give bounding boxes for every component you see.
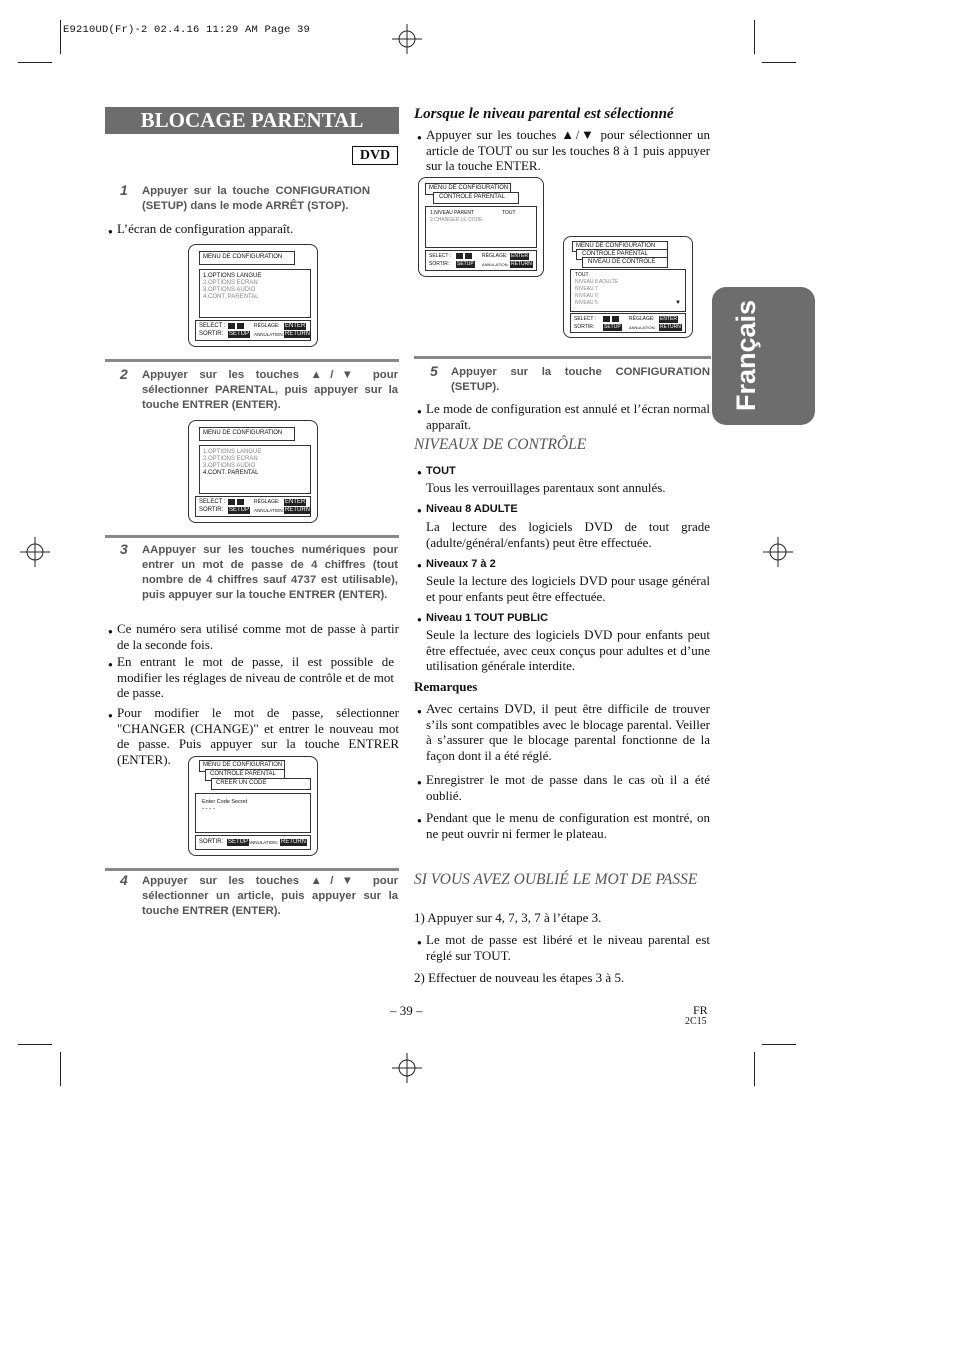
level-name: ● TOUT: [426, 465, 456, 477]
remark-item: ● Avec certains DVD, il peut être difficile de trouver s’ils sont compatibles avec le blocage parental. Veiller à s’assurer que le blocage parental fonctionne de la façon dont il a été réglé.: [426, 701, 710, 763]
level-desc: La lecture des logiciels DVD de tout grade (adulte/général/enfants) peut être effectuée.: [426, 519, 710, 550]
level-name: ● Niveau 1 TOUT PUBLIC: [426, 612, 548, 624]
level-desc: Seule la lecture des logiciels DVD pour usage général et pour enfants peut être effectuée.: [426, 573, 710, 604]
divider: [105, 359, 399, 362]
setup-screen: MENU DE CONFIGURATION CONTROLE PARENTAL 1.NIVEAU PARENT TOUT 2.CHANGER LE CODE SELECT : RÉGLAGE: ENTER SORTIR: SETUP ANNULATION: RETURN: [418, 177, 544, 277]
crop-mark: [762, 1044, 796, 1045]
section-heading: SI VOUS AVEZ OUBLIÉ LE MOT DE PASSE: [414, 871, 698, 888]
crop-mark: [60, 1052, 61, 1086]
scroll-down-icon: ▼: [675, 300, 681, 306]
setup-screen: MENU DE CONFIGURATION 1.OPTIONS LANGUE 2.OPTIONS ECRAN 3.OPTIONS AUDIO 4.CONT. PARENTAL SELECT : RÉGLAGE: ENTER SORTIR: SETUP ANNULATION: RETURN: [188, 244, 318, 347]
print-header: E9210UD(Fr)-2 02.4.16 11:29 AM Page 39: [63, 24, 311, 36]
crop-mark: [762, 62, 796, 63]
crop-mark: [60, 20, 61, 54]
step-bullet: ● Pour modifier le mot de passe, sélectionner "CHANGER (CHANGE)" et entrer le nouveau mot de passe. Puis appuyer sur la touche ENTRER (ENTER).: [117, 705, 399, 767]
divider: [105, 868, 399, 871]
level-name: ● Niveaux 7 à 2: [426, 558, 496, 570]
level-desc: Tous les verrouillages parentaux sont annulés.: [426, 480, 666, 495]
crop-mark: [754, 20, 755, 54]
step-text: Appuyer sur la touche CONFIGURATION (SETUP) dans le mode ARRÊT (STOP).: [142, 185, 370, 212]
step-bullet: ● Ce numéro sera utilisé comme mot de passe à partir de la seconde fois.: [117, 621, 399, 652]
setup-screen: MENU DE CONFIGURATION CONTROLE PARENTAL CREER UN CODE Enter Code Secret - - - - SORTIR: SETUP ANNULATION: RETURN: [188, 756, 318, 856]
step-text: Appuyer sur les touches ▲/▼ pour sélectionner un article, puis appuyer sur la touche ENTRER (ENTER).: [142, 875, 398, 917]
section-heading: NIVEAUX DE CONTRÔLE: [414, 436, 587, 453]
remarks-title: Remarques: [414, 679, 478, 694]
language-tab-label: Français: [731, 299, 761, 411]
forgot-step: 2) Effectuer de nouveau les étapes 3 à 5.: [414, 970, 625, 985]
step-number: 3: [120, 541, 128, 557]
level-name: ● Niveau 8 ADULTE: [426, 503, 518, 515]
crop-mark: [18, 1044, 52, 1045]
section-heading: Lorsque le niveau parental est sélectionné: [414, 106, 674, 122]
dvd-badge: DVD: [352, 146, 398, 165]
forgot-step: 1) Appuyer sur 4, 7, 3, 7 à l’étape 3.: [414, 910, 602, 925]
step-text: Appuyer sur les touches ▲/▼ pour sélectionner PARENTAL, puis appuyer sur la touche ENTRER (ENTER).: [142, 369, 398, 411]
step-text: Appuyer sur la touche CONFIGURATION (SETUP).: [451, 366, 710, 393]
registration-mark-icon: [392, 24, 422, 54]
level-desc: Seule la lecture des logiciels DVD pour enfants peut être effectuée, avec ceux conçus pour adultes et d’une utilisation générale interdite.: [426, 627, 710, 673]
step-number: 5: [430, 363, 438, 379]
footer-code: 2C15: [685, 1016, 707, 1027]
step-number: 4: [120, 872, 128, 888]
crop-mark: [754, 1052, 755, 1086]
body-bullet: ● Appuyer sur les touches ▲/▼ pour sélectionner un article de TOUT ou sur les touches 8 à 1 puis appuyer sur la touche ENTER.: [426, 127, 710, 174]
step-number: 2: [120, 366, 128, 382]
remark-item: ● Enregistrer le mot de passe dans le cas où il a été oublié.: [426, 772, 710, 803]
step-bullet: ● En entrant le mot de passe, il est possible de modifier les réglages de niveau de contrôle et de mot de passe.: [117, 654, 394, 701]
setup-screen: MENU DE CONFIGURATION CONTROLE PARENTAL NIVEAU DE CONTROLE TOUT NIVEAU 8 ADULTE NIVEAU 7 NIVEAU 6 NIVEAU 5 ▼ SELECT : RÉGLAGE: ENTER SORTIR: SETUP ANNULATION: RETURN: [563, 236, 693, 338]
step-bullet: ● Le mode de configuration est annulé et l’écran normal apparaît.: [426, 401, 710, 432]
registration-mark-icon: [763, 537, 793, 567]
step-number: 1: [120, 182, 128, 198]
page-title: BLOCAGE PARENTAL: [105, 107, 399, 134]
footer-lang: FR: [693, 1003, 708, 1017]
step-bullet: ● L’écran de configuration apparaît.: [117, 221, 399, 237]
step-text: AAppuyer sur les touches numériques pour entrer un mot de passe de 4 chiffres (tout nombre de 4 chiffres sauf 4737 est utilisable), puis appuyer sur la touche ENTRER (ENTER).: [142, 544, 398, 601]
divider: [414, 356, 711, 359]
forgot-bullet: ● Le mot de passe est libéré et le niveau parental est réglé sur TOUT.: [426, 932, 710, 963]
remark-item: ● Pendant que le menu de configuration est montré, on ne peut ouvrir ni fermer le plateau.: [426, 810, 710, 841]
registration-mark-icon: [392, 1053, 422, 1083]
crop-mark: [18, 62, 52, 63]
registration-mark-icon: [20, 537, 50, 567]
setup-screen: MENU DE CONFIGURATION 1.OPTIONS LANGUE 2.OPTIONS ECRAN 3.OPTIONS AUDIO 4.CONT. PARENTAL SELECT : RÉGLAGE: ENTER SORTIR: SETUP ANNULATION: RETURN: [188, 420, 318, 523]
page-number: – 39 –: [390, 1003, 423, 1018]
divider: [105, 535, 399, 538]
